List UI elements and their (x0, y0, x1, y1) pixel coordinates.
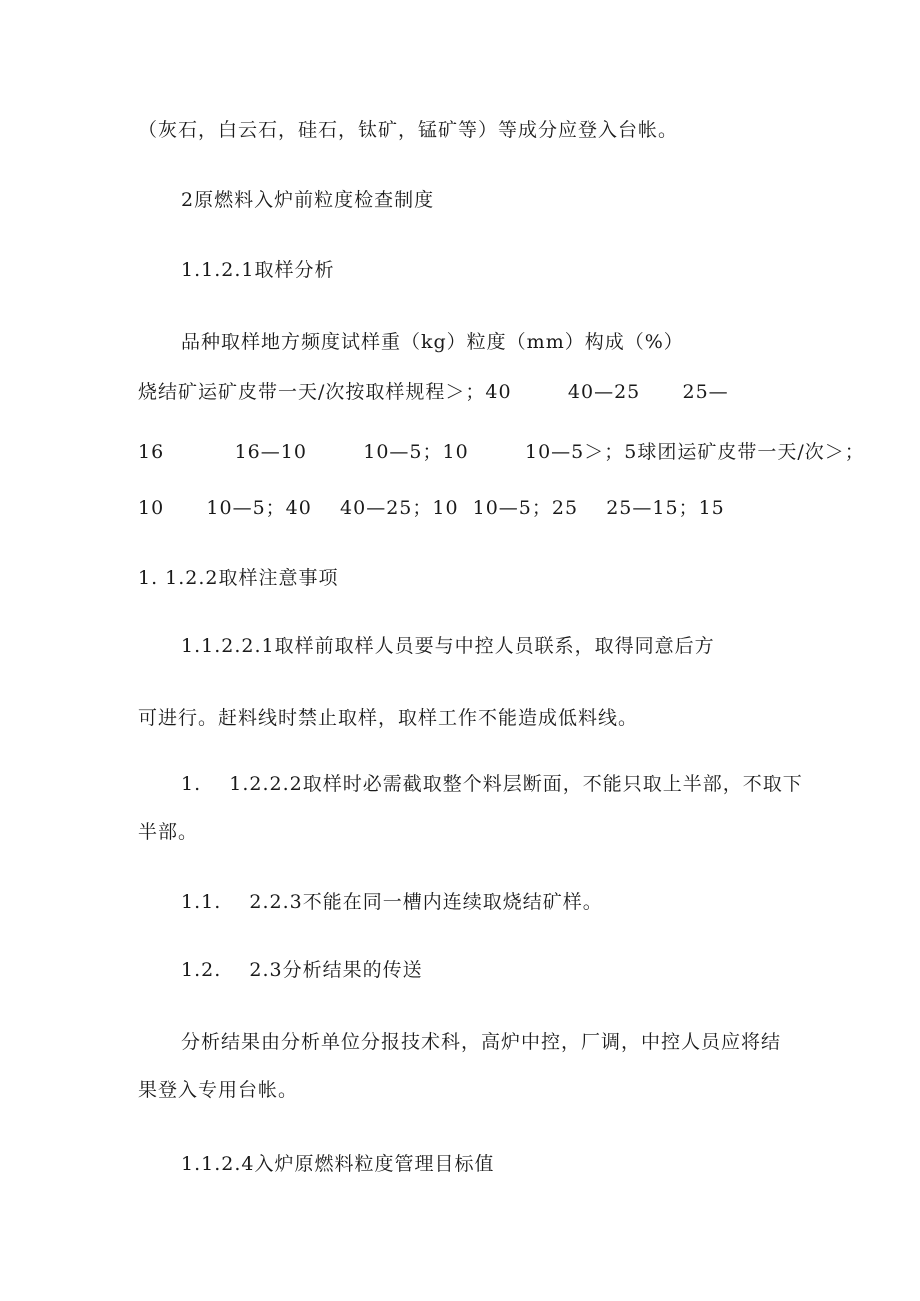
table-line: 烧结矿运矿皮带一天/次按取样规程＞；40 40—25 25— (138, 381, 729, 403)
table-line: 16 16—10 10—5；10 10—5＞；5球团运矿皮带一天/次＞； (138, 441, 865, 463)
paragraph-line: 半部。 (138, 821, 199, 843)
paragraph-line: 果登入专用台帐。 (138, 1079, 299, 1101)
paragraph-line: 1.1.2.2.1取样前取样人员要与中控人员联系，取得同意后方 (181, 635, 715, 657)
paragraph-line: 1.1. 2.2.3不能在同一槽内连续取烧结矿样。 (181, 891, 603, 913)
subsection-heading: 1. 1.2.2取样注意事项 (138, 567, 339, 589)
paragraph-line: 可进行。赶料线时禁止取样，取样工作不能造成低料线。 (138, 707, 639, 729)
paragraph-line: 1. 1.2.2.2取样时必需截取整个料层断面，不能只取上半部，不取下 (181, 773, 803, 795)
subsection-heading: 1.1.2.4入炉原燃料粒度管理目标值 (181, 1153, 495, 1175)
table-header-line: 品种取样地方频度试样重（kg）粒度（mm）构成（%） (181, 331, 684, 353)
paragraph-line: 分析结果由分析单位分报技术科，高炉中控，厂调，中控人员应将结 (181, 1031, 782, 1053)
subsection-heading: 1.1.2.1取样分析 (181, 259, 335, 281)
table-line: 10 10—5；40 40—25；10 10—5；25 25—15；15 (138, 497, 725, 519)
paragraph-line: （灰石，白云石，硅石，钛矿，锰矿等）等成分应登入台帐。 (138, 119, 679, 141)
section-heading: 2原燃料入炉前粒度检查制度 (181, 189, 435, 211)
subsection-heading: 1.2. 2.3分析结果的传送 (181, 959, 423, 981)
